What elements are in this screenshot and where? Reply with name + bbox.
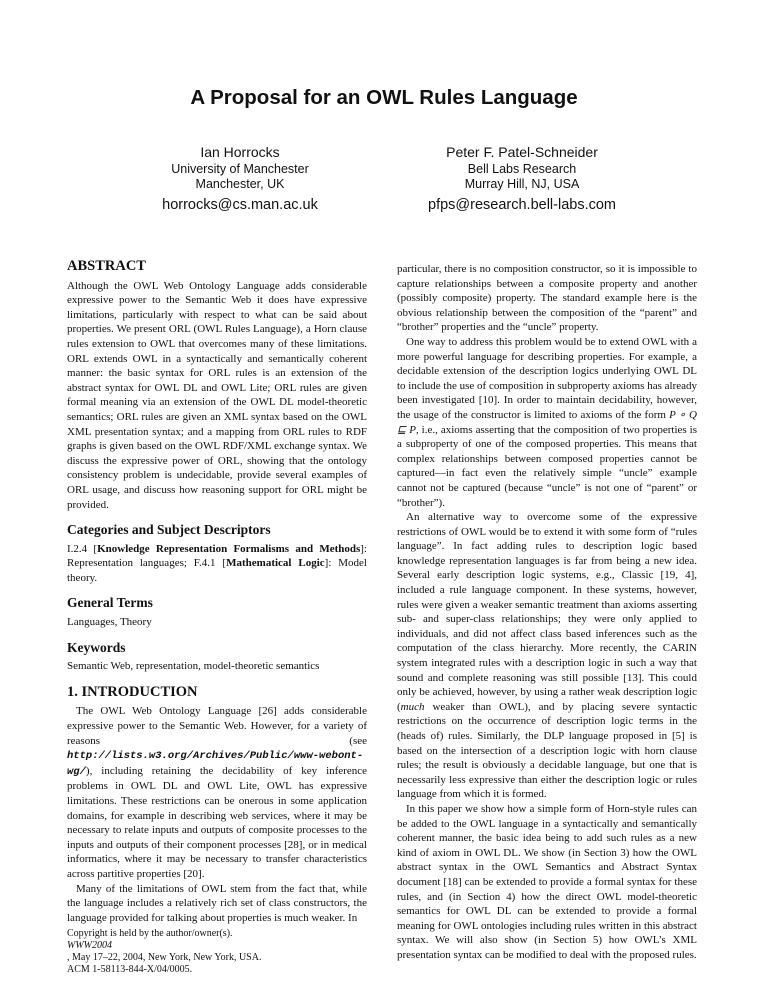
- right-column: [397, 262, 697, 963]
- general-terms-text: Languages, Theory: [67, 616, 152, 629]
- left-column: [67, 259, 367, 976]
- general-terms-heading: General Terms: [67, 595, 153, 611]
- composition-formula: P ∘ Q ⊑ P: [397, 408, 697, 436]
- right-paragraph-2: One way to address this problem would be to extend OWL with a more powerful language for describing properties. For example, a decidable extension of the description logics underlying OWL DL to include the use of composition in subproperty axioms has already been investigated [10]. In order to maintain decidability, however, the usage of the constructor is limited to axioms of the form P ∘ Q ⊑ P, i.e., axioms asserting that the composition of two properties is a subproperty of one of the composed properties. This means that complex relationships between composed properties cannot be captured—in fact even the relatively simple “uncle” example cannot not be captured (because “uncle” is not one of “parent” or “brother”).: [397, 335, 698, 509]
- author-affiliation: University of Manchester: [171, 162, 309, 176]
- author-name: Peter F. Patel-Schneider: [446, 144, 598, 160]
- categories-text: I.2.4 [Knowledge Representation Formalisms and Methods]: Representation languages; F.4.1 [Mathematical Logic]: Model theory.: [67, 542, 367, 584]
- author-location: Manchester, UK: [195, 177, 285, 191]
- author-name: Ian Horrocks: [200, 144, 280, 160]
- keywords-text: Semantic Web, representation, model-theoretic semantics: [67, 660, 320, 673]
- author-block-2: [372, 145, 672, 213]
- paper-title: A Proposal for an OWL Rules Language: [190, 86, 578, 109]
- right-paragraph-4: In this paper we show how a simple form of Horn-style rules can be added to the OWL language in a syntactically and semantically coherent manner, the basic idea being to add such rules as a new kind of axiom in OWL DL. We show (in Section 3) how the OWL abstract syntax in the OWL Semantics and Abstract Syntax document [18] can be extended to provide a formal syntax for these rules, and (in Section 4) how the direct OWL model-theoretic semantics for OWL DL can be extended to provide a formal meaning for OWL ontologies including rules written in this abstract syntax. We will also show (in Section 5) how OWL’s XML presentation syntax can be modified to deal with the proposed rules.: [397, 802, 697, 961]
- author-email: horrocks@cs.man.ac.uk: [162, 197, 318, 213]
- right-paragraph-1: particular, there is no composition constructor, so it is impossible to capture relationships between a composite property and another (possibly composite) property. The standard example here is the obvious relationship between the composition of the “parent” and “brother” properties and the “uncle” property.: [397, 263, 697, 334]
- categories-heading: Categories and Subject Descriptors: [67, 522, 271, 538]
- author-affiliation: Bell Labs Research: [467, 162, 577, 176]
- abstract-heading: ABSTRACT: [67, 258, 146, 274]
- intro-paragraph-2: Many of the limitations of OWL stem from the fact that, while the language includes a relatively rich set of class constructors, the language provided for talking about properties is much weaker. In: [67, 882, 367, 924]
- author-email: pfps@research.bell-labs.com: [428, 197, 616, 213]
- archive-link[interactable]: http://lists.w3.org/Archives/Public/www-webont-wg/: [67, 750, 364, 778]
- right-paragraph-3: An alternative way to overcome some of the expressive restrictions of OWL would be to extend it with some form of “rules language”. In fact adding rules to description logic based knowledge representation languages is far from being a new idea. Several early description logic systems, e.g., Classic [19, 4], included a rule language component. In these systems, however, rules were given a weaker semantic treatment than axioms asserting sub- and super-class relationships; they were only applied to individuals, and did not affect class based inferences such as the computation of the class hierarchy. More recently, the CARIN system integrated rules with a description logic in such a way that sound and complete reasoning was still possible [13]. This could only be achieved, however, by using a rather weak description logic (much weaker than OWL), and by placing severe syntactic restrictions on the occurrence of description logic terms in the (heads of) rules. Similarly, the DLP language proposed in [5] is based on the intersection of a description logic with horn clause rules; the result is obviously a decidable language, but one that is necessarily less expressive than either the description logic or rules language from which it is formed.: [397, 511, 697, 801]
- keywords-heading: Keywords: [67, 639, 126, 655]
- introduction-heading: 1. INTRODUCTION: [67, 683, 198, 700]
- author-block-1: [90, 145, 390, 213]
- copyright-footnote: Copyright is held by the author/owner(s). WWW2004 , May 17–22, 2004, New York, New York, USA. ACM 1-58113-844-X/04/0005.: [67, 928, 262, 976]
- author-location: Murray Hill, NJ, USA: [464, 177, 580, 191]
- intro-paragraph-1: The OWL Web Ontology Language [26] adds considerable expressive power to the Semantic Web. However, for a variety of reasons (see http://lists.w3.org/Archives/Public/www-webont-wg/), including retaining the decidability of key inference problems in OWL DL and OWL Lite, OWL has expressive limitations. These restrictions can be onerous in some application domains, for example in describing web services, where it may be necessary to relate inputs and outputs of composite processes to the inputs and outputs of their component processes [28], or in medical informatics, where it may be necessary to transfer characteristics across partitive properties [20].: [67, 705, 367, 880]
- abstract-text: Although the OWL Web Ontology Language adds considerable expressive power to the Semantic Web it does have expressive limitations, particularly with respect to what can be said about properties. We present ORL (OWL Rules Language), a Horn clause rules extension to OWL that overcomes many of these limitations. ORL extends OWL in a syntactically and semantically coherent manner: the basic syntax for ORL rules is an extension of the abstract syntax for OWL DL and OWL Lite; ORL rules are given formal meaning via an extension of the OWL DL model-theoretic semantics; ORL rules are given an XML syntax based on the OWL XML presentation syntax; and a mapping from ORL rules to RDF graphs is given based on the OWL RDF/XML exchange syntax. We discuss the expressive power of ORL, showing that the ontology consistency problem is undecidable, provide several examples of ORL usage, and discuss how reasoning support for ORL might be provided.: [67, 279, 367, 511]
